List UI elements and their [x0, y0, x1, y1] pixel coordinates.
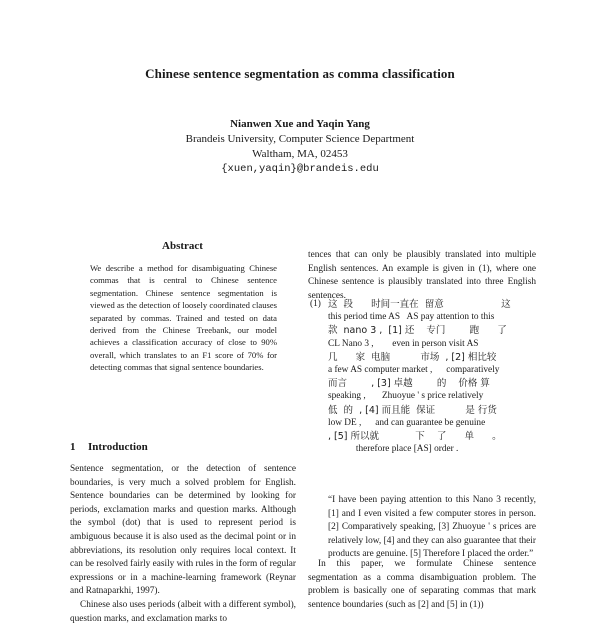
- example-chinese-line: , [5] 所以就 下 了 单 。: [328, 430, 502, 442]
- author-names: Nianwen Xue and Yaqin Yang: [230, 118, 370, 130]
- example-gloss-line: low DE , and can guarantee be genuine: [328, 417, 486, 428]
- section-heading-introduction: [70, 441, 148, 453]
- example-chinese-line: 几 家 电脑 市场 , [2] 相比较: [328, 351, 497, 363]
- example-gloss-line: therefore place [AS] order .: [328, 444, 459, 455]
- example-chinese-line: 低 的 , [4] 而且能 保证 是 行货: [328, 404, 497, 416]
- paper-title: Chinese sentence segmentation as comma classification: [145, 66, 455, 81]
- abstract-heading: Abstract: [162, 240, 203, 252]
- example-gloss-lines: [328, 298, 536, 456]
- example-label: (1): [310, 299, 321, 309]
- affiliation: Brandeis University, Computer Science Department: [185, 133, 415, 145]
- example-gloss-line: speaking , Zhuoyue ' s price relatively: [328, 391, 484, 402]
- example-translation: “I have been paying attention to this Nano 3 recently, [1] and I even visited a few computer stores in person. [2] Comparatively speaking, [3] Zhuoyue ' s prices are relatively low, [4] and they can also guarantee that their products are genuine. [5] Therefore I placed the order.”: [328, 495, 536, 560]
- example-chinese-line: 款 nano 3 , [1] 还 专门 跑 了: [328, 325, 507, 337]
- section-number: 1: [70, 441, 76, 453]
- example-chinese-line: 这 段 时间一直在 留意 这: [328, 299, 511, 310]
- example-gloss-line: CL Nano 3 , even in person visit AS: [328, 338, 479, 349]
- example-gloss-line: a few AS computer market , comparatively: [328, 364, 500, 375]
- right-column-continuation: tences that can only be plausibly translated into multiple English sentences. An example is given in (1), where one Chinese sentence is plausibly translated into three English sentences.: [308, 250, 536, 301]
- intro-paragraph-1: Sentence segmentation, or the detection of sentence boundaries, is very much a solved problem for English. Sentence boundaries can be determined by looking for periods, exclamation marks and question marks. Although the symbol (dot) that is used to represent period is ambiguous because it is also used as the decimal point or in abbreviations, its resolution only requires local context. It can be resolved fairly easily with rules in the form of regular expressions or in a machine-learning framework (Reynar and Ratnaparkhi, 1997).: [70, 464, 296, 597]
- example-gloss-line: this period time AS AS pay attention to this: [328, 312, 495, 323]
- example-chinese-line: 而言 , [3] 卓越 的 价格 算: [328, 378, 490, 390]
- author-block: [0, 117, 600, 177]
- intro-paragraph-2: Chinese also uses periods (albeit with a different symbol), question marks, and exclamation marks to: [70, 599, 296, 624]
- formulation-paragraph: In this paper, we formulate Chinese sentence segmentation as a comma disambiguation problem. The problem is basically one of separating commas that mark sentence boundaries (such as [2] and [5] in (1)): [308, 559, 536, 610]
- section-title: Introduction: [88, 441, 148, 453]
- introduction-body: [70, 463, 296, 626]
- email: {xuen,yaqin}@brandeis.edu: [221, 163, 379, 175]
- right-column-paragraph: [308, 558, 536, 612]
- abstract-text: We describe a method for disambiguating Chinese commas that is central to Chinese sentence segmentation. Chinese sentence segmentation is viewed as the detection of loosely coordinated clauses separated by commas. Trained and tested on data derived from the Chinese Treebank, our model achieves a classification accuracy of close to 90% overall, which translates to an F1 score of 70% for detecting commas that signal sentence boundaries.: [90, 263, 277, 373]
- address: Waltham, MA, 02453: [252, 148, 348, 160]
